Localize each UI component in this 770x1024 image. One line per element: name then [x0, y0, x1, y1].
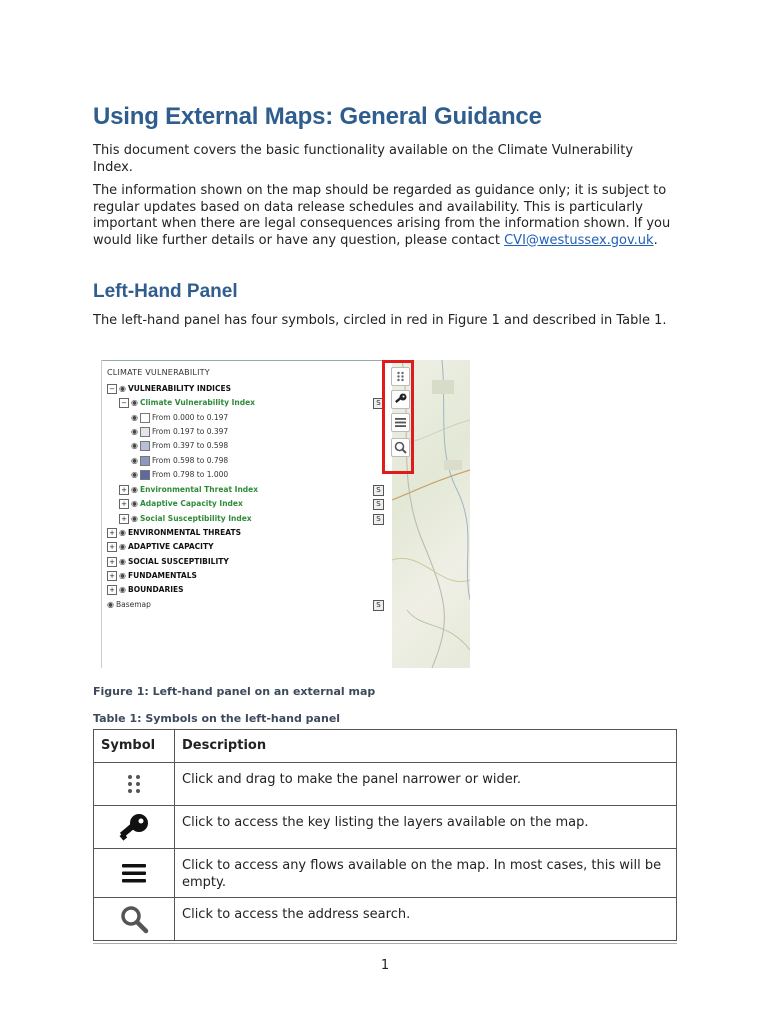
- layer-row[interactable]: [107, 382, 231, 395]
- section-heading: Left-Hand Panel: [93, 281, 238, 302]
- table-row: [94, 849, 677, 898]
- layer-label: From 0.197 to 0.397: [151, 427, 229, 436]
- eye-icon[interactable]: ◉: [131, 485, 138, 494]
- panel-title: CLIMATE VULNERABILITY: [107, 368, 210, 377]
- layer-label: Adaptive Capacity Index: [139, 499, 243, 508]
- expand-toggle[interactable]: +: [107, 571, 117, 581]
- layer-row[interactable]: [119, 396, 255, 409]
- page-title: Using External Maps: General Guidance: [93, 103, 542, 130]
- expand-toggle[interactable]: +: [119, 514, 129, 524]
- eye-icon[interactable]: ◉: [131, 413, 138, 422]
- header-symbol: Symbol: [94, 730, 175, 763]
- symbol-cell: [94, 806, 175, 849]
- style-button[interactable]: S: [373, 514, 384, 525]
- layer-row[interactable]: [107, 583, 184, 596]
- layer-label: Environmental Threat Index: [139, 485, 259, 494]
- description-cell: Click to access the key listing the layers available on the map.: [175, 806, 677, 849]
- layer-row[interactable]: [107, 569, 197, 582]
- layer-label: Social Susceptibility Index: [139, 514, 252, 523]
- description-cell: Click to access any flows available on the map. In most cases, this will be empty.: [175, 849, 677, 898]
- layer-label: Basemap: [115, 600, 151, 609]
- table-row: [94, 806, 677, 849]
- eye-icon[interactable]: ◉: [119, 528, 126, 537]
- search-icon: [119, 904, 149, 934]
- layer-row[interactable]: [131, 468, 228, 481]
- contact-email-link[interactable]: CVI@westussex.gov.uk: [504, 232, 654, 248]
- layer-row[interactable]: [119, 483, 258, 496]
- layer-row[interactable]: [131, 425, 228, 438]
- layer-row[interactable]: [107, 598, 151, 611]
- footer-rule: [93, 943, 677, 944]
- header-description: Description: [175, 730, 677, 763]
- layer-label: BOUNDARIES: [127, 585, 184, 594]
- eye-icon[interactable]: ◉: [119, 384, 126, 393]
- key-icon: [117, 812, 151, 842]
- eye-icon[interactable]: ◉: [131, 441, 138, 450]
- expand-toggle[interactable]: +: [107, 528, 117, 538]
- table-header-row: [94, 730, 677, 763]
- figure-caption: Figure 1: Left-hand panel on an external map: [93, 685, 376, 698]
- highlight-box: [382, 360, 414, 474]
- description-cell: Click and drag to make the panel narrower or wider.: [175, 763, 677, 806]
- layer-label: From 0.000 to 0.197: [151, 413, 229, 422]
- layer-row[interactable]: [131, 439, 228, 452]
- layer-label: VULNERABILITY INDICES: [127, 384, 231, 393]
- figure-left-hand-panel: [101, 360, 470, 668]
- description-cell: Click to access the address search.: [175, 898, 677, 941]
- eye-icon[interactable]: ◉: [119, 557, 126, 566]
- legend-swatch: [140, 456, 150, 466]
- expand-toggle[interactable]: +: [107, 585, 117, 595]
- eye-icon[interactable]: ◉: [131, 398, 138, 407]
- eye-icon[interactable]: ◉: [131, 456, 138, 465]
- collapse-toggle[interactable]: −: [119, 398, 129, 408]
- eye-icon[interactable]: ◉: [131, 427, 138, 436]
- guidance-text: The information shown on the map should be regarded as guidance only; it is subject to regular updates based on data release schedules and availability. This is particularly important when there are legal consequences arising from the information shown. If you would like further details or have any question, please contact: [93, 183, 671, 248]
- style-button[interactable]: S: [373, 499, 384, 510]
- expand-toggle[interactable]: +: [119, 485, 129, 495]
- layer-row[interactable]: [107, 526, 241, 539]
- legend-swatch: [140, 470, 150, 480]
- eye-icon[interactable]: ◉: [119, 542, 126, 551]
- table-row: [94, 898, 677, 941]
- style-button[interactable]: S: [373, 485, 384, 496]
- eye-icon[interactable]: ◉: [119, 585, 126, 594]
- layer-label: From 0.598 to 0.798: [151, 456, 229, 465]
- eye-icon[interactable]: ◉: [119, 571, 126, 580]
- eye-icon[interactable]: ◉: [107, 600, 114, 609]
- layer-label: SOCIAL SUSCEPTIBILITY: [127, 557, 229, 566]
- expand-toggle[interactable]: +: [107, 557, 117, 567]
- style-button[interactable]: S: [373, 600, 384, 611]
- layer-label: Climate Vulnerability Index: [139, 398, 256, 407]
- guidance-end: .: [653, 232, 658, 248]
- expand-toggle[interactable]: +: [107, 542, 117, 552]
- eye-icon[interactable]: ◉: [131, 470, 138, 479]
- legend-swatch: [140, 427, 150, 437]
- page-number: 1: [380, 958, 390, 973]
- table-caption: Table 1: Symbols on the left-hand panel: [93, 712, 341, 725]
- layer-label: FUNDAMENTALS: [127, 571, 197, 580]
- layer-row[interactable]: [107, 555, 229, 568]
- drag-handle-icon: [125, 773, 143, 795]
- guidance-paragraph: [93, 183, 677, 249]
- symbol-cell: [94, 763, 175, 806]
- layer-row[interactable]: [131, 411, 228, 424]
- legend-swatch: [140, 413, 150, 423]
- collapse-toggle[interactable]: −: [107, 384, 117, 394]
- symbols-table: [93, 729, 677, 941]
- layer-row[interactable]: [119, 497, 243, 510]
- legend-swatch: [140, 441, 150, 451]
- eye-icon[interactable]: ◉: [131, 514, 138, 523]
- layer-label: ADAPTIVE CAPACITY: [127, 542, 214, 551]
- layer-row[interactable]: [131, 454, 228, 467]
- layer-label: From 0.397 to 0.598: [151, 441, 229, 450]
- eye-icon[interactable]: ◉: [131, 499, 138, 508]
- table-row: [94, 763, 677, 806]
- menu-icon: [120, 862, 148, 884]
- intro-paragraph: This document covers the basic functionality available on the Climate Vulnerability Index.: [93, 143, 634, 175]
- style-button[interactable]: S: [373, 398, 384, 409]
- symbol-cell: [94, 849, 175, 898]
- section-paragraph: The left-hand panel has four symbols, circled in red in Figure 1 and described in Table 1.: [93, 313, 667, 328]
- layer-label: ENVIRONMENTAL THREATS: [127, 528, 242, 537]
- layer-label: From 0.798 to 1.000: [151, 470, 229, 479]
- expand-toggle[interactable]: +: [119, 499, 129, 509]
- symbol-cell: [94, 898, 175, 941]
- layer-row[interactable]: [107, 540, 214, 553]
- layer-row[interactable]: [119, 512, 252, 525]
